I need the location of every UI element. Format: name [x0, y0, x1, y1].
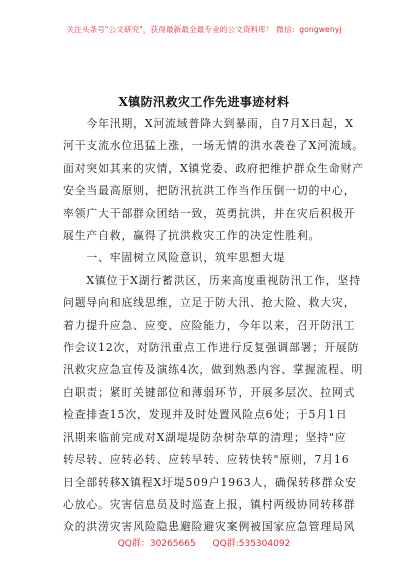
- paragraph-section-1: [63, 270, 364, 539]
- promo-banner: 关注头条号"公文研究"，获得最新最全最专业的公文资料库！ 微信：gongwenyj: [66, 25, 342, 34]
- section-heading: [63, 247, 345, 269]
- qq-group-2: QQ群:535304092: [212, 539, 291, 549]
- text-line: 一、牢固树立风险意识，筑牢思想大堤: [63, 251, 286, 265]
- document-title: X镇防汛救灾工作先进事迹材料: [118, 95, 290, 109]
- text-line: 着力提升应急、应变、应险能力，今年以来，召开防汛工: [63, 318, 356, 332]
- text-line: 面对突如其来的灾情，X镇党委、政府把维护群众生命财产: [63, 161, 365, 175]
- qq-group-1: QQ群：30265665: [117, 539, 196, 549]
- text-line: 安全当最高原则，把防汛抗洪工作当作压倒一切的中心，: [63, 184, 356, 198]
- text-line: 河干支流水位迅猛上涨，一场无情的洪水袭卷了X河流域。: [63, 139, 365, 153]
- text-line: 今年汛期，X河流域普降大到暴雨，自7月X日起，X: [63, 117, 354, 130]
- text-line: 白职责；紧盯关键部位和薄弱环节，开展多层次、拉网式: [63, 385, 356, 399]
- document-body: [63, 113, 365, 539]
- text-line: 率领广大干部群众团结一致，英勇抗洪，并在灾后积极开: [63, 206, 356, 220]
- paragraph-intro: [63, 113, 365, 247]
- text-line: 汛救灾应急宣传及演练4次，做到熟悉内容、掌握流程、明: [63, 363, 364, 377]
- text-line: 汛期来临前完成对X湖堤堤防杂树杂草的清理；坚持"应: [63, 430, 347, 444]
- text-line: X镇位于X湖行蓄洪区，历来高度重视防汛工作，坚持: [63, 273, 361, 287]
- text-line: 展生产自救，赢得了抗洪救灾工作的决定性胜利。: [63, 229, 321, 243]
- text-line: 日全部转移X镇程X圩堤509户1963人，确保转移群众安: [63, 475, 357, 489]
- qq-group-footer: [0, 536, 408, 549]
- text-line: 问题导向和底线思维，立足于防大汛、抢大险、救大灾，: [63, 296, 356, 310]
- text-line: 作会议12次，对防汛重点工作进行反复强调部署；开展防: [63, 341, 360, 355]
- text-line: 检查排查15次，发现并及时处置风险点6处；于5月1日: [63, 408, 348, 422]
- text-line: 众的洪涝灾害风险隐患避险避灾案例被国家应急管理局风: [63, 520, 356, 534]
- text-line: 转尽转、应转必转、应转早转、应转快转"原则，7月16: [63, 453, 350, 467]
- text-line: 心放心。灾害信息员及时巡查上报，镇村两级协同转移群: [63, 497, 356, 511]
